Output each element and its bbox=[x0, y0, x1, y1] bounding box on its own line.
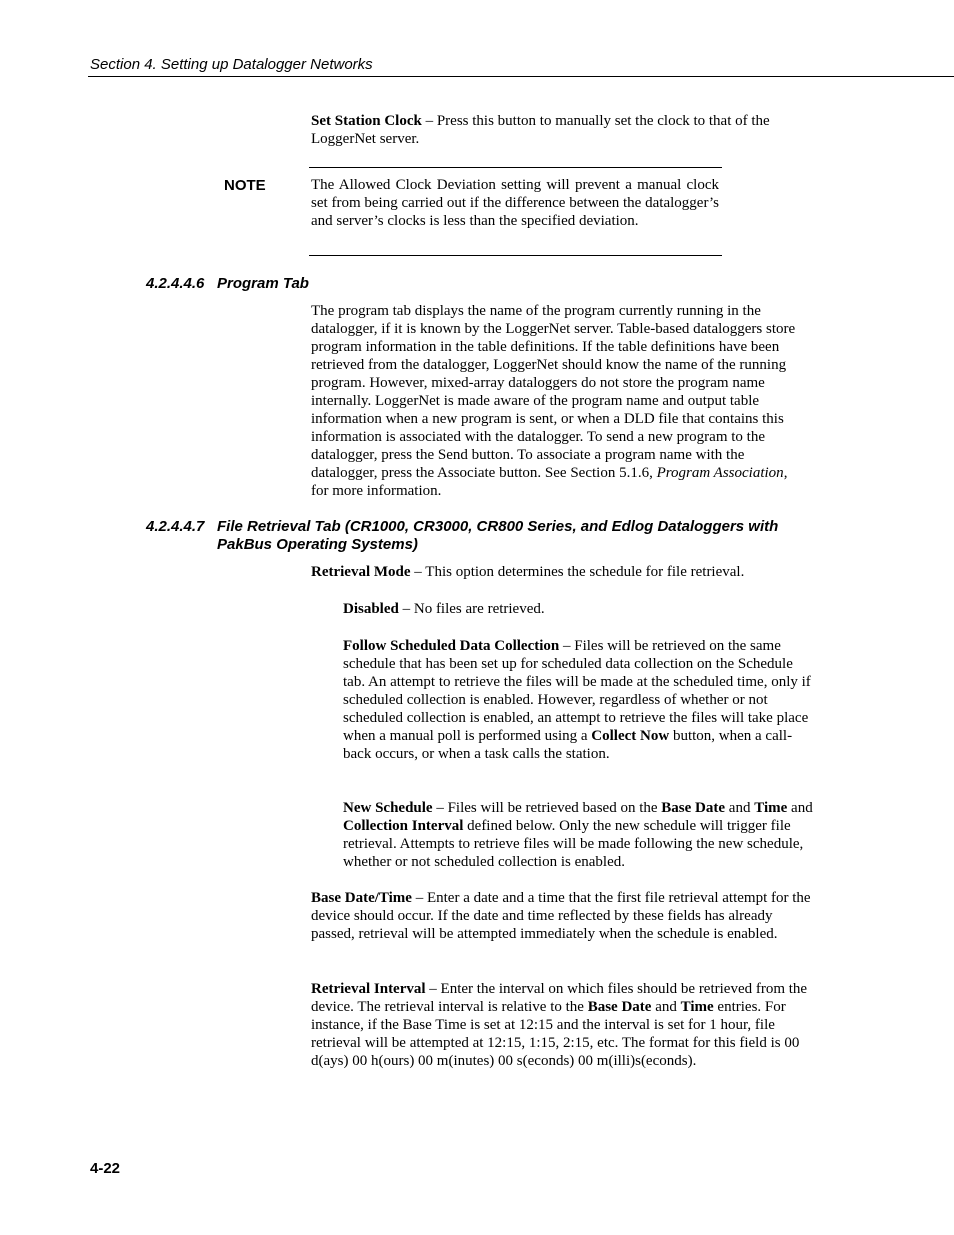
retrieval-interval-text-2: and bbox=[651, 999, 681, 1015]
follow-scheduled-text-2: button, when a call-back occurs, or when a task calls the station. bbox=[343, 728, 793, 762]
disabled-paragraph bbox=[343, 600, 813, 618]
retrieval-interval-paragraph bbox=[311, 980, 811, 1070]
set-station-clock-paragraph bbox=[311, 112, 811, 148]
retrieval-interval-text-3: entries. For instance, if the Base Time is set at 12:15 and the interval is set for 1 hour, file retrieval will be attempted at 12:15, 1:15, 2:15, etc. The format for this field is 00 d(ays) 00 h(ours) 00 m(inutes) 00 s(econds) 00 m(illi)s(econds). bbox=[311, 999, 800, 1069]
program-association-reference: Program Association bbox=[656, 465, 784, 481]
file-retrieval-heading-title: File Retrieval Tab (CR1000, CR3000, CR800 Series, and Edlog Dataloggers with PakBus Operating Systems) bbox=[217, 518, 779, 553]
page-number: 4-22 bbox=[90, 1160, 121, 1177]
program-tab-heading-title: Program Tab bbox=[217, 275, 309, 292]
retrieval-mode-term: Retrieval Mode bbox=[311, 564, 411, 580]
program-tab-paragraph bbox=[311, 302, 806, 500]
note-bottom-rule bbox=[309, 255, 722, 256]
base-date-time-paragraph bbox=[311, 889, 811, 943]
follow-scheduled-paragraph bbox=[343, 637, 813, 763]
retrieval-interval-term: Retrieval Interval bbox=[311, 981, 426, 997]
new-schedule-paragraph bbox=[343, 799, 813, 871]
retrieval-interval-time: Time bbox=[680, 999, 714, 1015]
base-date-time-term: Base Date/Time bbox=[311, 890, 412, 906]
file-retrieval-heading-number: 4.2.4.4.7 bbox=[146, 518, 205, 535]
disabled-term: Disabled bbox=[343, 601, 399, 617]
note-top-rule bbox=[309, 167, 722, 168]
retrieval-interval-base-date: Base Date bbox=[587, 999, 652, 1015]
retrieval-interval-text-1: – Enter the interval on which files should be retrieved from the device. The retrieval interval is relative to the bbox=[311, 981, 808, 1015]
new-schedule-text-1: – Files will be retrieved based on the bbox=[432, 800, 662, 816]
new-schedule-time: Time bbox=[754, 800, 788, 816]
retrieval-mode-text: – This option determines the schedule for file retrieval. bbox=[410, 564, 745, 580]
new-schedule-text-2: and bbox=[725, 800, 755, 816]
program-tab-text-1: The program tab displays the name of the program currently running in the datalogger, if it is known by the LoggerNet server. Table-based dataloggers store program information in the table definitions. If the table definitions have been retrieved from the datalogger, LoggerNet should know the name of the running program. However, mixed-array dataloggers do not store the program name internally. LoggerNet is made aware of the program name and output table information when a new program is sent, or when a DLD file that contains this information is associated with the datalogger. To send a new program to the datalogger, press the Send button. To associate a program name with the datalogger, press the Associate button. See Section 5.1.6, bbox=[311, 303, 796, 481]
set-station-clock-term: Set Station Clock bbox=[311, 113, 422, 129]
new-schedule-text-3: and bbox=[787, 800, 813, 816]
set-station-clock-text: – Press this button to manually set the clock to that of the LoggerNet server. bbox=[311, 113, 770, 147]
retrieval-mode-paragraph bbox=[311, 563, 811, 581]
header-rule bbox=[88, 76, 954, 77]
follow-scheduled-term: Follow Scheduled Data Collection bbox=[343, 638, 560, 654]
program-tab-text-2: , for more information. bbox=[311, 465, 788, 499]
note-text: The Allowed Clock Deviation setting will prevent a manual clock set from being carried out if the difference between the datalogger’s and server’s clocks is less than the specified deviation. bbox=[311, 177, 719, 229]
running-header: Section 4. Setting up Datalogger Networks bbox=[90, 56, 373, 73]
collect-now-term: Collect Now bbox=[591, 728, 670, 744]
disabled-text: – No files are retrieved. bbox=[398, 601, 545, 617]
new-schedule-base-date: Base Date bbox=[661, 800, 726, 816]
new-schedule-term: New Schedule bbox=[343, 800, 433, 816]
new-schedule-collection-interval: Collection Interval bbox=[343, 818, 464, 834]
base-date-time-text: – Enter a date and a time that the first file retrieval attempt for the device should occur. If the date and time reflected by these fields has already passed, retrieval will be attempted immediately when the schedule is enabled. bbox=[311, 890, 811, 942]
new-schedule-text-4: defined below. Only the new schedule will trigger file retrieval. Attempts to retrieve files will be made following the new schedule, whether or not scheduled collection is enabled. bbox=[343, 818, 804, 870]
program-tab-heading-number: 4.2.4.4.6 bbox=[146, 275, 205, 292]
follow-scheduled-text-1: – Files will be retrieved on the same schedule that has been set up for scheduled data collection on the Schedule tab. An attempt to retrieve the files will be made at the scheduled time, only if scheduled collection is enabled. However, regardless of whether or not scheduled collection is enabled, an attempt to retrieve the files will take place when a manual poll is performed using a bbox=[343, 638, 811, 744]
note-label: NOTE bbox=[224, 177, 266, 194]
